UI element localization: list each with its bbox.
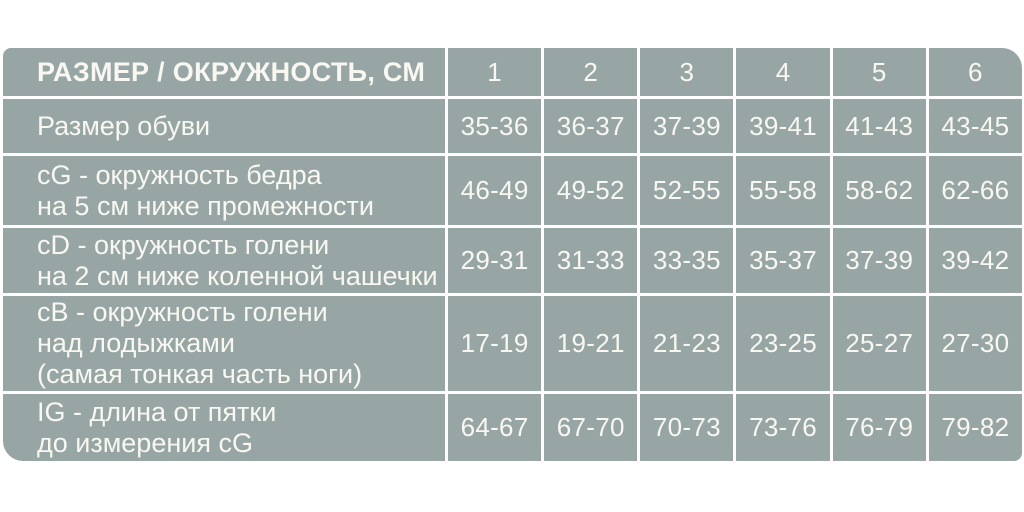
table-header-label: РАЗМЕР / ОКРУЖНОСТЬ, СМ xyxy=(3,48,445,96)
row-label-cd-calf xyxy=(3,228,445,293)
value-cell: 29-31 xyxy=(448,228,541,293)
value-cell: 39-41 xyxy=(736,99,829,153)
value-cell: 39-42 xyxy=(929,228,1022,293)
label-line: над лодыжками xyxy=(37,328,235,358)
header-size-6: 6 xyxy=(929,48,1022,96)
label-line: IG - длина от пятки xyxy=(37,396,277,427)
value-cell: 49-52 xyxy=(544,156,637,225)
label-line: cD - окружность голени xyxy=(37,229,330,260)
value-cell: 64-67 xyxy=(448,394,541,461)
row-label-cg-thigh xyxy=(3,156,445,225)
value-cell: 58-62 xyxy=(833,156,926,225)
label-line: на 2 см ниже коленной чашечки xyxy=(37,260,438,291)
label-line: cG - окружность бедра xyxy=(37,159,322,190)
row-label-ig-length xyxy=(3,394,445,461)
value-cell: 52-55 xyxy=(640,156,733,225)
value-cell: 23-25 xyxy=(736,296,829,391)
value-cell: 37-39 xyxy=(640,99,733,153)
value-cell: 62-66 xyxy=(929,156,1022,225)
value-cell: 36-37 xyxy=(544,99,637,153)
value-cell: 21-23 xyxy=(640,296,733,391)
value-cell: 73-76 xyxy=(736,394,829,461)
value-cell: 37-39 xyxy=(833,228,926,293)
header-size-1: 1 xyxy=(448,48,541,96)
header-size-4: 4 xyxy=(736,48,829,96)
value-cell: 33-35 xyxy=(640,228,733,293)
header-size-5: 5 xyxy=(833,48,926,96)
value-cell: 27-30 xyxy=(929,296,1022,391)
value-cell: 76-79 xyxy=(833,394,926,461)
value-cell: 46-49 xyxy=(448,156,541,225)
size-chart-table xyxy=(3,48,1022,461)
value-cell: 35-37 xyxy=(736,228,829,293)
value-cell: 43-45 xyxy=(929,99,1022,153)
label-line: (самая тонкая часть ноги) xyxy=(37,359,363,389)
value-cell: 17-19 xyxy=(448,296,541,391)
label-line: на 5 см ниже промежности xyxy=(37,190,374,221)
value-cell: 70-73 xyxy=(640,394,733,461)
value-cell: 41-43 xyxy=(833,99,926,153)
value-cell: 55-58 xyxy=(736,156,829,225)
value-cell: 19-21 xyxy=(544,296,637,391)
row-label-cb-ankle xyxy=(3,296,445,391)
value-cell: 31-33 xyxy=(544,228,637,293)
header-size-3: 3 xyxy=(640,48,733,96)
row-label-shoe-size xyxy=(3,99,445,153)
value-cell: 25-27 xyxy=(833,296,926,391)
value-cell: 79-82 xyxy=(929,394,1022,461)
label-line: до измерения cG xyxy=(37,427,253,458)
label-line: cB - окружность голени xyxy=(37,297,328,327)
value-cell: 67-70 xyxy=(544,394,637,461)
header-size-2: 2 xyxy=(544,48,637,96)
value-cell: 35-36 xyxy=(448,99,541,153)
label-line: Размер обуви xyxy=(37,110,211,141)
